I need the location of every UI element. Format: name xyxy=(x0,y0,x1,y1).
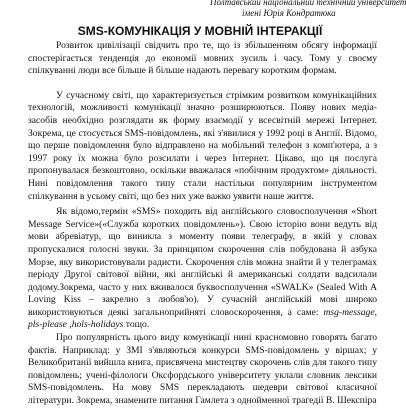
paragraph-sms-term-text: Як відомо,термін «SMS» походить від англійського словосполучення «Short Message Service»(«Служба коротких повідомлень»). Свою історію вони ведуть від мови абревіатур, що виникла з моменту появи телеграфу, в якій у словах пропускалися голосні звуки. За принципом скорочення слів побудована й азбука Морзе, яку використовували радисти. Скорочення слів можна знайти й у телеграмах періоду Другої світової війни, які англійські й американські солдати вадсилали додому.Зокрема, часто у них вживалося буквосполучення «SWALK» (Sealed With A Loving Kiss – закрелно з любов'ю). У сучасній англійській мові широко використовуються деякі загальноприйняті словоскорочення, а саме: xyxy=(28,206,377,318)
header-author: імені Юрія Кондратюка xyxy=(242,8,336,18)
article-title: SMS-КОМУНІКАЦІЯ У МОВНІЙ ІНТЕРАКЦІЇ xyxy=(77,24,323,38)
paragraph-sms-term xyxy=(28,206,377,332)
article-body xyxy=(28,40,377,408)
paragraph-popularity: Про популярність цього виду комунікації нині красномовно говорять багато фактів. Наприклад: у ЗМІ з'являються конкурси SMS-повідомлень у віршах; у Великобританії вийшла книга, присвячена мистецтву скорочень слів для такого типу повідомлень; учені-філологи Оксфордського університету уклали словник лексики SMS-повідомлень. На мову SMS перекладають шедеври світової класичної літератури. Зокрема, знамените питання Гамлета з однойменної трагедії В. Шекспіра xyxy=(28,332,377,407)
header-institution: Полтавський національний технічний університет xyxy=(210,0,406,7)
paragraph-sms-term-end: тощо. xyxy=(123,319,150,331)
abbreviation-examples: msg-message, pls-please ,hols-holidays xyxy=(28,306,377,331)
paragraph-intro: Розвиток цивілізації свідчить про те, що із збільшенням обсягу інформації спостерігається тенденція до економії мовних зусиль і часу. Тому у своєму спілкуванні люди все більше й більше надають перевагу коротким формам. xyxy=(28,40,377,77)
paragraph-communication-tech: У сучасному світі, що характеризується стрімким розвитком комунікаційних технологій, можливості комунікації значно розширюються. Появу нових медіа-засобів необхідно розглядати як форму взаємодії у всесвітній мережі Інтернет. Зокрема, це стосується SMS-повідомлень, які з'явилися у 1992 році в Англії. Відомо, що перше повідомлення було відправлено на мобільний телефон з комп'ютера, а з 1997 року їх можна було розсилати і через Інтернет. Цікаво, що ця послуга пропонувалася безкоштовно, оскільки вважалася «побічним продуктом» діяльності. Нині повідомлення такого типу стали настільки популярним інструментом спілкування в усьому світі, що без них уже важко уявити наше життя. xyxy=(28,89,377,202)
